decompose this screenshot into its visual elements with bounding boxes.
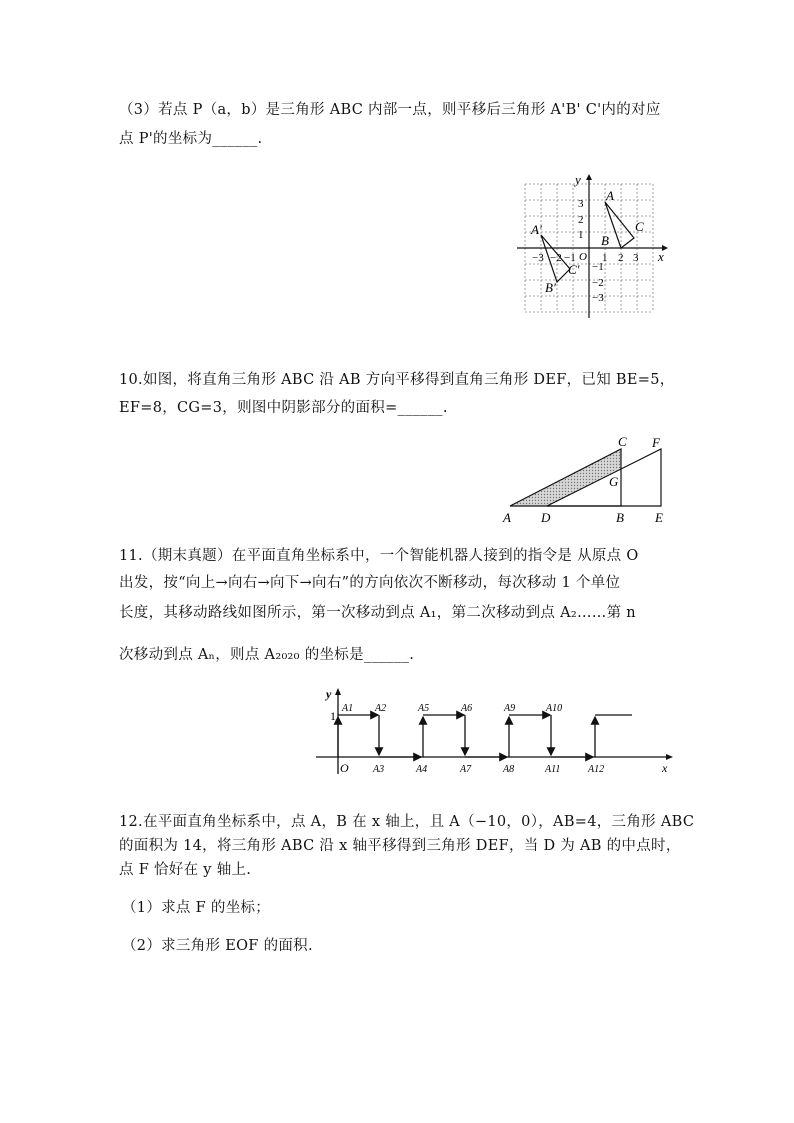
svg-text:A2: A2 <box>375 703 387 714</box>
svg-text:1: 1 <box>578 229 584 241</box>
figure-triangle-translation-grid <box>512 172 677 320</box>
svg-text:A10: A10 <box>546 703 563 714</box>
svg-text:A12: A12 <box>588 764 605 775</box>
svg-text:C': C' <box>568 262 580 277</box>
svg-text:3: 3 <box>633 252 639 264</box>
svg-text:G: G <box>609 474 619 489</box>
figure-robot-path <box>312 686 680 781</box>
x-axis-label: x <box>658 249 664 264</box>
x-axis-label: x <box>662 761 668 775</box>
svg-text:A6: A6 <box>461 703 473 714</box>
q12-line-3: 点 F 恰好在 y 轴上. <box>119 862 252 878</box>
svg-text:A8: A8 <box>503 764 515 775</box>
svg-text:1: 1 <box>602 252 608 264</box>
svg-text:E: E <box>655 510 663 525</box>
q9-3-line-2: 点 P'的坐标为______. <box>119 131 263 147</box>
y-axis-label: y <box>326 687 332 701</box>
svg-text:−1: −1 <box>564 252 576 264</box>
svg-text:B: B <box>601 233 609 248</box>
svg-text:O: O <box>579 251 587 263</box>
svg-text:B': B' <box>545 280 556 295</box>
q11-line-3: 长度，其移动路线如图所示，第一次移动到点 A₁，第二次移动到点 A₂……第 n <box>119 605 636 621</box>
svg-text:−3: −3 <box>532 252 544 264</box>
q11-line-2: 出发，按“向上→向右→向下→向右”的方向依次不断移动，每次移动 1 个单位 <box>119 575 621 591</box>
svg-text:A7: A7 <box>460 764 472 775</box>
svg-text:−2: −2 <box>550 252 562 264</box>
svg-text:A11: A11 <box>545 764 561 775</box>
top-point-labels <box>341 703 562 714</box>
q12-line-1: 12.在平面直角坐标系中，点 A，B 在 x 轴上，且 A（−10，0），AB=4，三角形 ABC <box>119 814 695 830</box>
triangle-abc <box>605 202 634 248</box>
svg-text:2: 2 <box>618 252 624 264</box>
bottom-point-labels <box>372 764 604 775</box>
svg-text:F: F <box>652 435 660 450</box>
q10-line-1: 10.如图，将直角三角形 ABC 沿 AB 方向平移得到直角三角形 DEF，已知 BE=5， <box>119 372 675 388</box>
svg-text:A4: A4 <box>416 764 428 775</box>
q11-line-4: 次移动到点 Aₙ，则点 A₂₀₂₀ 的坐标是______. <box>119 647 415 663</box>
q12-subquestion-2: （2）求三角形 EOF 的面积. <box>122 938 313 954</box>
q10-line-2: EF=8，CG=3，则图中阴影部分的面积=______. <box>119 400 448 416</box>
q11-line-1: 11.（期末真题）在平面直角坐标系中，一个智能机器人接到的指令是 从原点 O <box>119 548 639 564</box>
svg-text:A1: A1 <box>342 703 354 714</box>
path-segments <box>338 715 632 757</box>
unit-one-label: 1 <box>330 709 336 723</box>
svg-text:A': A' <box>531 222 542 237</box>
svg-text:B: B <box>616 510 624 525</box>
svg-text:A9: A9 <box>504 703 516 714</box>
svg-text:A: A <box>606 188 614 203</box>
svg-text:A: A <box>503 510 511 525</box>
svg-text:−1: −1 <box>592 261 604 273</box>
y-axis-label: y <box>575 172 581 187</box>
q12-subquestion-1: （1）求点 F 的坐标； <box>122 900 271 916</box>
svg-text:A5: A5 <box>418 703 430 714</box>
svg-text:C: C <box>635 219 644 234</box>
svg-text:2: 2 <box>578 214 584 226</box>
q12-line-2: 的面积为 14，将三角形 ABC 沿 x 轴平移得到三角形 DEF，当 D 为 AB 的中点时， <box>119 838 681 854</box>
svg-text:−3: −3 <box>592 292 604 304</box>
svg-text:C: C <box>618 434 627 449</box>
origin-label: O <box>340 761 349 775</box>
q9-3-line-1: （3）若点 P（a，b）是三角形 ABC 内部一点，则平移后三角形 A'B' C'内的对应 <box>119 102 661 118</box>
svg-text:D: D <box>541 510 551 525</box>
svg-text:−2: −2 <box>592 277 604 289</box>
figure-translated-right-triangles <box>495 430 680 525</box>
svg-text:A3: A3 <box>373 764 385 775</box>
svg-text:3: 3 <box>578 198 584 210</box>
